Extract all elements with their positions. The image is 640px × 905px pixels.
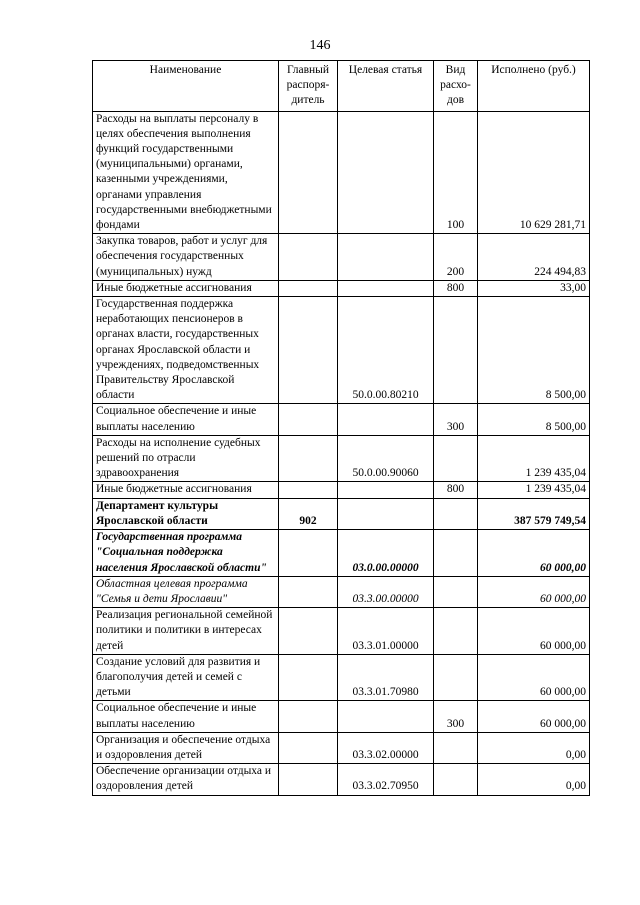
cell-target: [338, 280, 434, 296]
table-row: [93, 482, 590, 498]
cell-target: [338, 498, 434, 529]
cell-code: [279, 608, 338, 655]
table-row: [93, 111, 590, 234]
budget-table: [92, 60, 590, 796]
page-number: 146: [309, 38, 331, 53]
cell-code: 902: [279, 498, 338, 529]
cell-amount: 60 000,00: [478, 576, 590, 607]
cell-amount: 33,00: [478, 280, 590, 296]
cell-amount: 387 579 749,54: [478, 498, 590, 529]
cell-name: Закупка товаров, работ и услуг для обеспечения государственных (муниципальных) нужд: [93, 234, 279, 281]
cell-target: 03.3.02.70950: [338, 764, 434, 795]
cell-name: Расходы на исполнение судебных решений по отрасли здравоохранения: [93, 435, 279, 482]
cell-code: [279, 576, 338, 607]
cell-name: Иные бюджетные ассигнования: [93, 280, 279, 296]
cell-code: [279, 234, 338, 281]
cell-name: Иные бюджетные ассигнования: [93, 482, 279, 498]
cell-name: Организация и обеспечение отдыха и оздоровления детей: [93, 732, 279, 763]
cell-amount: 60 000,00: [478, 608, 590, 655]
cell-name: Государственная программа "Социальная поддержка населения Ярославской области": [93, 530, 279, 577]
table-body: [93, 111, 590, 795]
cell-target: [338, 701, 434, 732]
cell-type: 200: [434, 234, 478, 281]
cell-code: [279, 435, 338, 482]
cell-code: [279, 297, 338, 404]
table-row: [93, 701, 590, 732]
cell-code: [279, 654, 338, 701]
cell-target: 03.0.00.00000: [338, 530, 434, 577]
cell-target: [338, 404, 434, 435]
cell-code: [279, 111, 338, 234]
table-row: [93, 435, 590, 482]
cell-amount: 0,00: [478, 732, 590, 763]
cell-amount: 224 494,83: [478, 234, 590, 281]
cell-amount: 1 239 435,04: [478, 435, 590, 482]
cell-target: 03.3.01.00000: [338, 608, 434, 655]
cell-type: [434, 608, 478, 655]
table-row: [93, 576, 590, 607]
header-name: Наименование: [93, 61, 279, 112]
cell-amount: 8 500,00: [478, 297, 590, 404]
cell-type: 800: [434, 482, 478, 498]
cell-name: Департамент культуры Ярославской области: [93, 498, 279, 529]
cell-type: [434, 654, 478, 701]
header-row: [93, 61, 590, 112]
cell-amount: 1 239 435,04: [478, 482, 590, 498]
cell-name: Расходы на выплаты персоналу в целях обеспечения выполнения функций государственными (муниципальными) органами, казенными учреждениями, органами управления государственными внебюджетными фондами: [93, 111, 279, 234]
cell-type: 800: [434, 280, 478, 296]
cell-code: [279, 404, 338, 435]
cell-amount: 60 000,00: [478, 654, 590, 701]
cell-type: [434, 764, 478, 795]
cell-name: Создание условий для развития и благополучия детей и семей с детьми: [93, 654, 279, 701]
cell-name: Социальное обеспечение и иные выплаты населению: [93, 701, 279, 732]
table-row: [93, 498, 590, 529]
cell-code: [279, 732, 338, 763]
cell-target: [338, 482, 434, 498]
cell-name: Государственная поддержка неработающих пенсионеров в органах власти, государственных органах Ярославской области и учреждениях, подведомственных Правительству Ярославской области: [93, 297, 279, 404]
table-header: [93, 61, 590, 112]
cell-name: Реализация региональной семейной политики и политики в интересах детей: [93, 608, 279, 655]
table-row: [93, 654, 590, 701]
cell-name: Областная целевая программа "Семья и дети Ярославии": [93, 576, 279, 607]
cell-type: 300: [434, 404, 478, 435]
table-row: [93, 297, 590, 404]
cell-target: 03.3.01.70980: [338, 654, 434, 701]
cell-target: 03.3.02.00000: [338, 732, 434, 763]
cell-type: [434, 530, 478, 577]
cell-type: [434, 435, 478, 482]
cell-name: Обеспечение организации отдыха и оздоровления детей: [93, 764, 279, 795]
cell-type: [434, 732, 478, 763]
cell-type: 100: [434, 111, 478, 234]
cell-target: 50.0.00.90060: [338, 435, 434, 482]
cell-target: 03.3.00.00000: [338, 576, 434, 607]
cell-target: 50.0.00.80210: [338, 297, 434, 404]
cell-amount: 8 500,00: [478, 404, 590, 435]
header-target: Целевая статья: [338, 61, 434, 112]
header-type: Вид расхо-дов: [434, 61, 478, 112]
cell-target: [338, 234, 434, 281]
cell-type: [434, 576, 478, 607]
cell-type: [434, 498, 478, 529]
table-row: [93, 234, 590, 281]
cell-name: Социальное обеспечение и иные выплаты населению: [93, 404, 279, 435]
cell-type: 300: [434, 701, 478, 732]
table-row: [93, 530, 590, 577]
header-amount: Исполнено (руб.): [478, 61, 590, 112]
header-code: Главный распоря-дитель: [279, 61, 338, 112]
cell-code: [279, 280, 338, 296]
table-row: [93, 764, 590, 795]
table-row: [93, 608, 590, 655]
cell-amount: 10 629 281,71: [478, 111, 590, 234]
cell-code: [279, 482, 338, 498]
table-row: [93, 404, 590, 435]
table-row: [93, 732, 590, 763]
cell-code: [279, 764, 338, 795]
cell-amount: 60 000,00: [478, 701, 590, 732]
cell-code: [279, 530, 338, 577]
cell-amount: 0,00: [478, 764, 590, 795]
cell-type: [434, 297, 478, 404]
cell-code: [279, 701, 338, 732]
cell-target: [338, 111, 434, 234]
table-row: [93, 280, 590, 296]
cell-amount: 60 000,00: [478, 530, 590, 577]
